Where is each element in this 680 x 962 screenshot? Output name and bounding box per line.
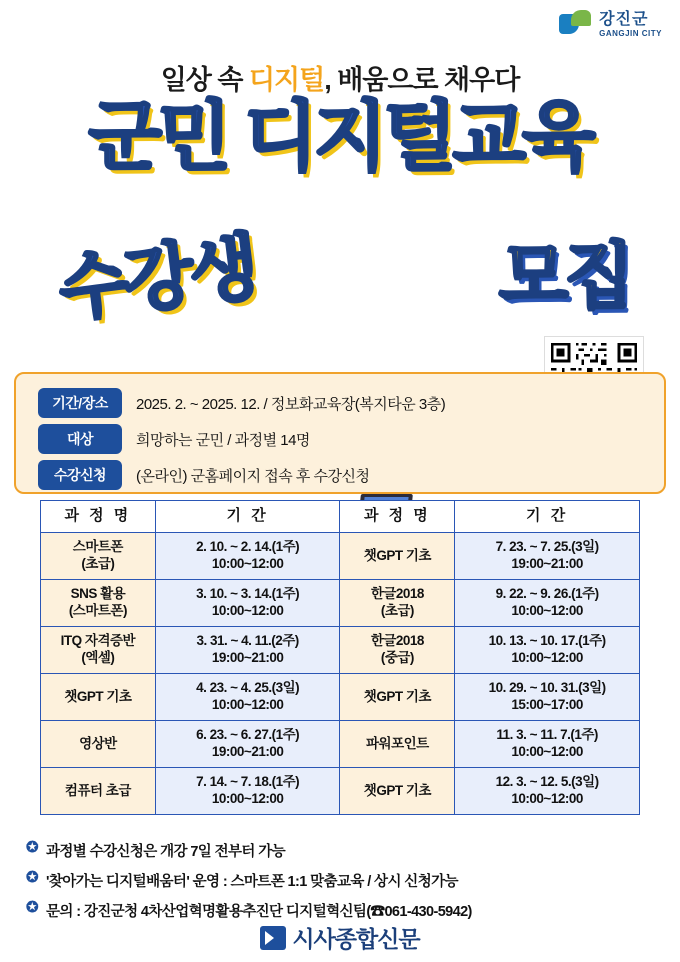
col-period-1: 기 간 bbox=[155, 501, 340, 533]
star-icon: ✪ bbox=[26, 899, 38, 916]
cell-course-name: 한글2018 (초급) bbox=[340, 580, 455, 627]
tagline-part-1: 일상 속 bbox=[160, 65, 249, 95]
cell-course-name: 컴퓨터 초급 bbox=[41, 768, 156, 815]
cell-period: 10. 13. ~ 10. 17.(1주) 10:00~12:00 bbox=[455, 627, 640, 674]
info-row-target bbox=[38, 424, 310, 454]
notes-list bbox=[26, 840, 666, 930]
col-course-name-1: 과 정 명 bbox=[41, 501, 156, 533]
table-row bbox=[41, 627, 640, 674]
note-item bbox=[26, 900, 666, 921]
footer-logo bbox=[0, 921, 680, 954]
cell-course-name: 챗GPT 기초 bbox=[41, 674, 156, 721]
footer-text: 시사종합신문 bbox=[292, 926, 420, 952]
cell-period: 12. 3. ~ 12. 5.(3일) 10:00~12:00 bbox=[455, 768, 640, 815]
cell-period: 4. 23. ~ 4. 25.(3일) 10:00~12:00 bbox=[155, 674, 340, 721]
course-table bbox=[40, 500, 640, 815]
cell-course-name: 한글2018 (중급) bbox=[340, 627, 455, 674]
col-course-name-2: 과 정 명 bbox=[340, 501, 455, 533]
cell-course-name: 챗GPT 기초 bbox=[340, 533, 455, 580]
cell-period: 10. 29. ~ 10. 31.(3일) 15:00~17:00 bbox=[455, 674, 640, 721]
cell-period: 7. 23. ~ 7. 25.(3일) 19:00~21:00 bbox=[455, 533, 640, 580]
logo-en-text: GANGJIN CITY bbox=[599, 29, 662, 38]
cell-period: 9. 22. ~ 9. 26.(1주) 10:00~12:00 bbox=[455, 580, 640, 627]
newspaper-logo-icon bbox=[260, 926, 286, 950]
table-row bbox=[41, 580, 640, 627]
gangjin-logo bbox=[559, 10, 662, 40]
tagline-part-3: , 배움으로 채우다 bbox=[324, 65, 520, 95]
table-row bbox=[41, 721, 640, 768]
cell-period: 3. 31. ~ 4. 11.(2주) 19:00~21:00 bbox=[155, 627, 340, 674]
info-value-target: 희망하는 군민 / 과정별 14명 bbox=[136, 431, 310, 449]
cell-period: 11. 3. ~ 11. 7.(1주) 10:00~12:00 bbox=[455, 721, 640, 768]
tagline bbox=[0, 58, 680, 97]
cell-period: 6. 23. ~ 6. 27.(1주) 19:00~21:00 bbox=[155, 721, 340, 768]
logo-kr-text: 강진군 bbox=[599, 11, 649, 28]
info-label-target: 대상 bbox=[38, 424, 122, 454]
cell-course-name: 영상반 bbox=[41, 721, 156, 768]
info-row-period bbox=[38, 388, 445, 418]
col-period-2: 기 간 bbox=[455, 501, 640, 533]
note-text: 문의 : 강진군청 4차산업혁명활용추진단 디지털혁신팀(☎061-430-5942) bbox=[45, 904, 472, 920]
table-body bbox=[41, 533, 640, 815]
info-value-apply: (온라인) 군홈페이지 접속 후 수강신청 bbox=[136, 467, 370, 485]
cell-course-name: ITQ 자격증반 (엑셀) bbox=[41, 627, 156, 674]
star-icon: ✪ bbox=[26, 839, 38, 856]
gangjin-logo-icon bbox=[559, 10, 593, 40]
cell-period: 2. 10. ~ 2. 14.(1주) 10:00~12:00 bbox=[155, 533, 340, 580]
table-row bbox=[41, 674, 640, 721]
cell-course-name: SNS 활용 (스마트폰) bbox=[41, 580, 156, 627]
cell-course-name: 스마트폰 (초급) bbox=[41, 533, 156, 580]
page-title: 군민 디지털교육 bbox=[88, 95, 592, 180]
table-header-row bbox=[41, 501, 640, 533]
info-panel bbox=[14, 372, 666, 494]
title-word-recruit: 모집 bbox=[498, 237, 630, 317]
note-item bbox=[26, 870, 666, 891]
star-icon: ✪ bbox=[26, 869, 38, 886]
table-row bbox=[41, 768, 640, 815]
cell-period: 7. 14. ~ 7. 18.(1주) 10:00~12:00 bbox=[155, 768, 340, 815]
info-row-apply bbox=[38, 460, 370, 490]
cell-course-name: 파워포인트 bbox=[340, 721, 455, 768]
title-row-2 bbox=[0, 198, 680, 338]
title-word-students: 수강생 bbox=[54, 227, 260, 331]
table-row bbox=[41, 533, 640, 580]
info-value-period: 2025. 2. ~ 2025. 12. / 정보화교육장(복지타운 3층) bbox=[136, 395, 446, 413]
cell-period: 3. 10. ~ 3. 14.(1주) 10:00~12:00 bbox=[155, 580, 340, 627]
info-label-period: 기간/장소 bbox=[38, 388, 122, 418]
note-text: 과정별 수강신청은 개강 7일 전부터 가능 bbox=[45, 844, 286, 860]
cell-course-name: 챗GPT 기초 bbox=[340, 674, 455, 721]
info-label-apply: 수강신청 bbox=[38, 460, 122, 490]
tagline-part-2: 디지털 bbox=[248, 65, 325, 95]
note-text: '찾아가는 디지털배움터' 운영 : 스마트폰 1:1 맞춤교육 / 상시 신청가능 bbox=[45, 874, 458, 890]
note-item bbox=[26, 840, 666, 861]
cell-course-name: 챗GPT 기초 bbox=[340, 768, 455, 815]
